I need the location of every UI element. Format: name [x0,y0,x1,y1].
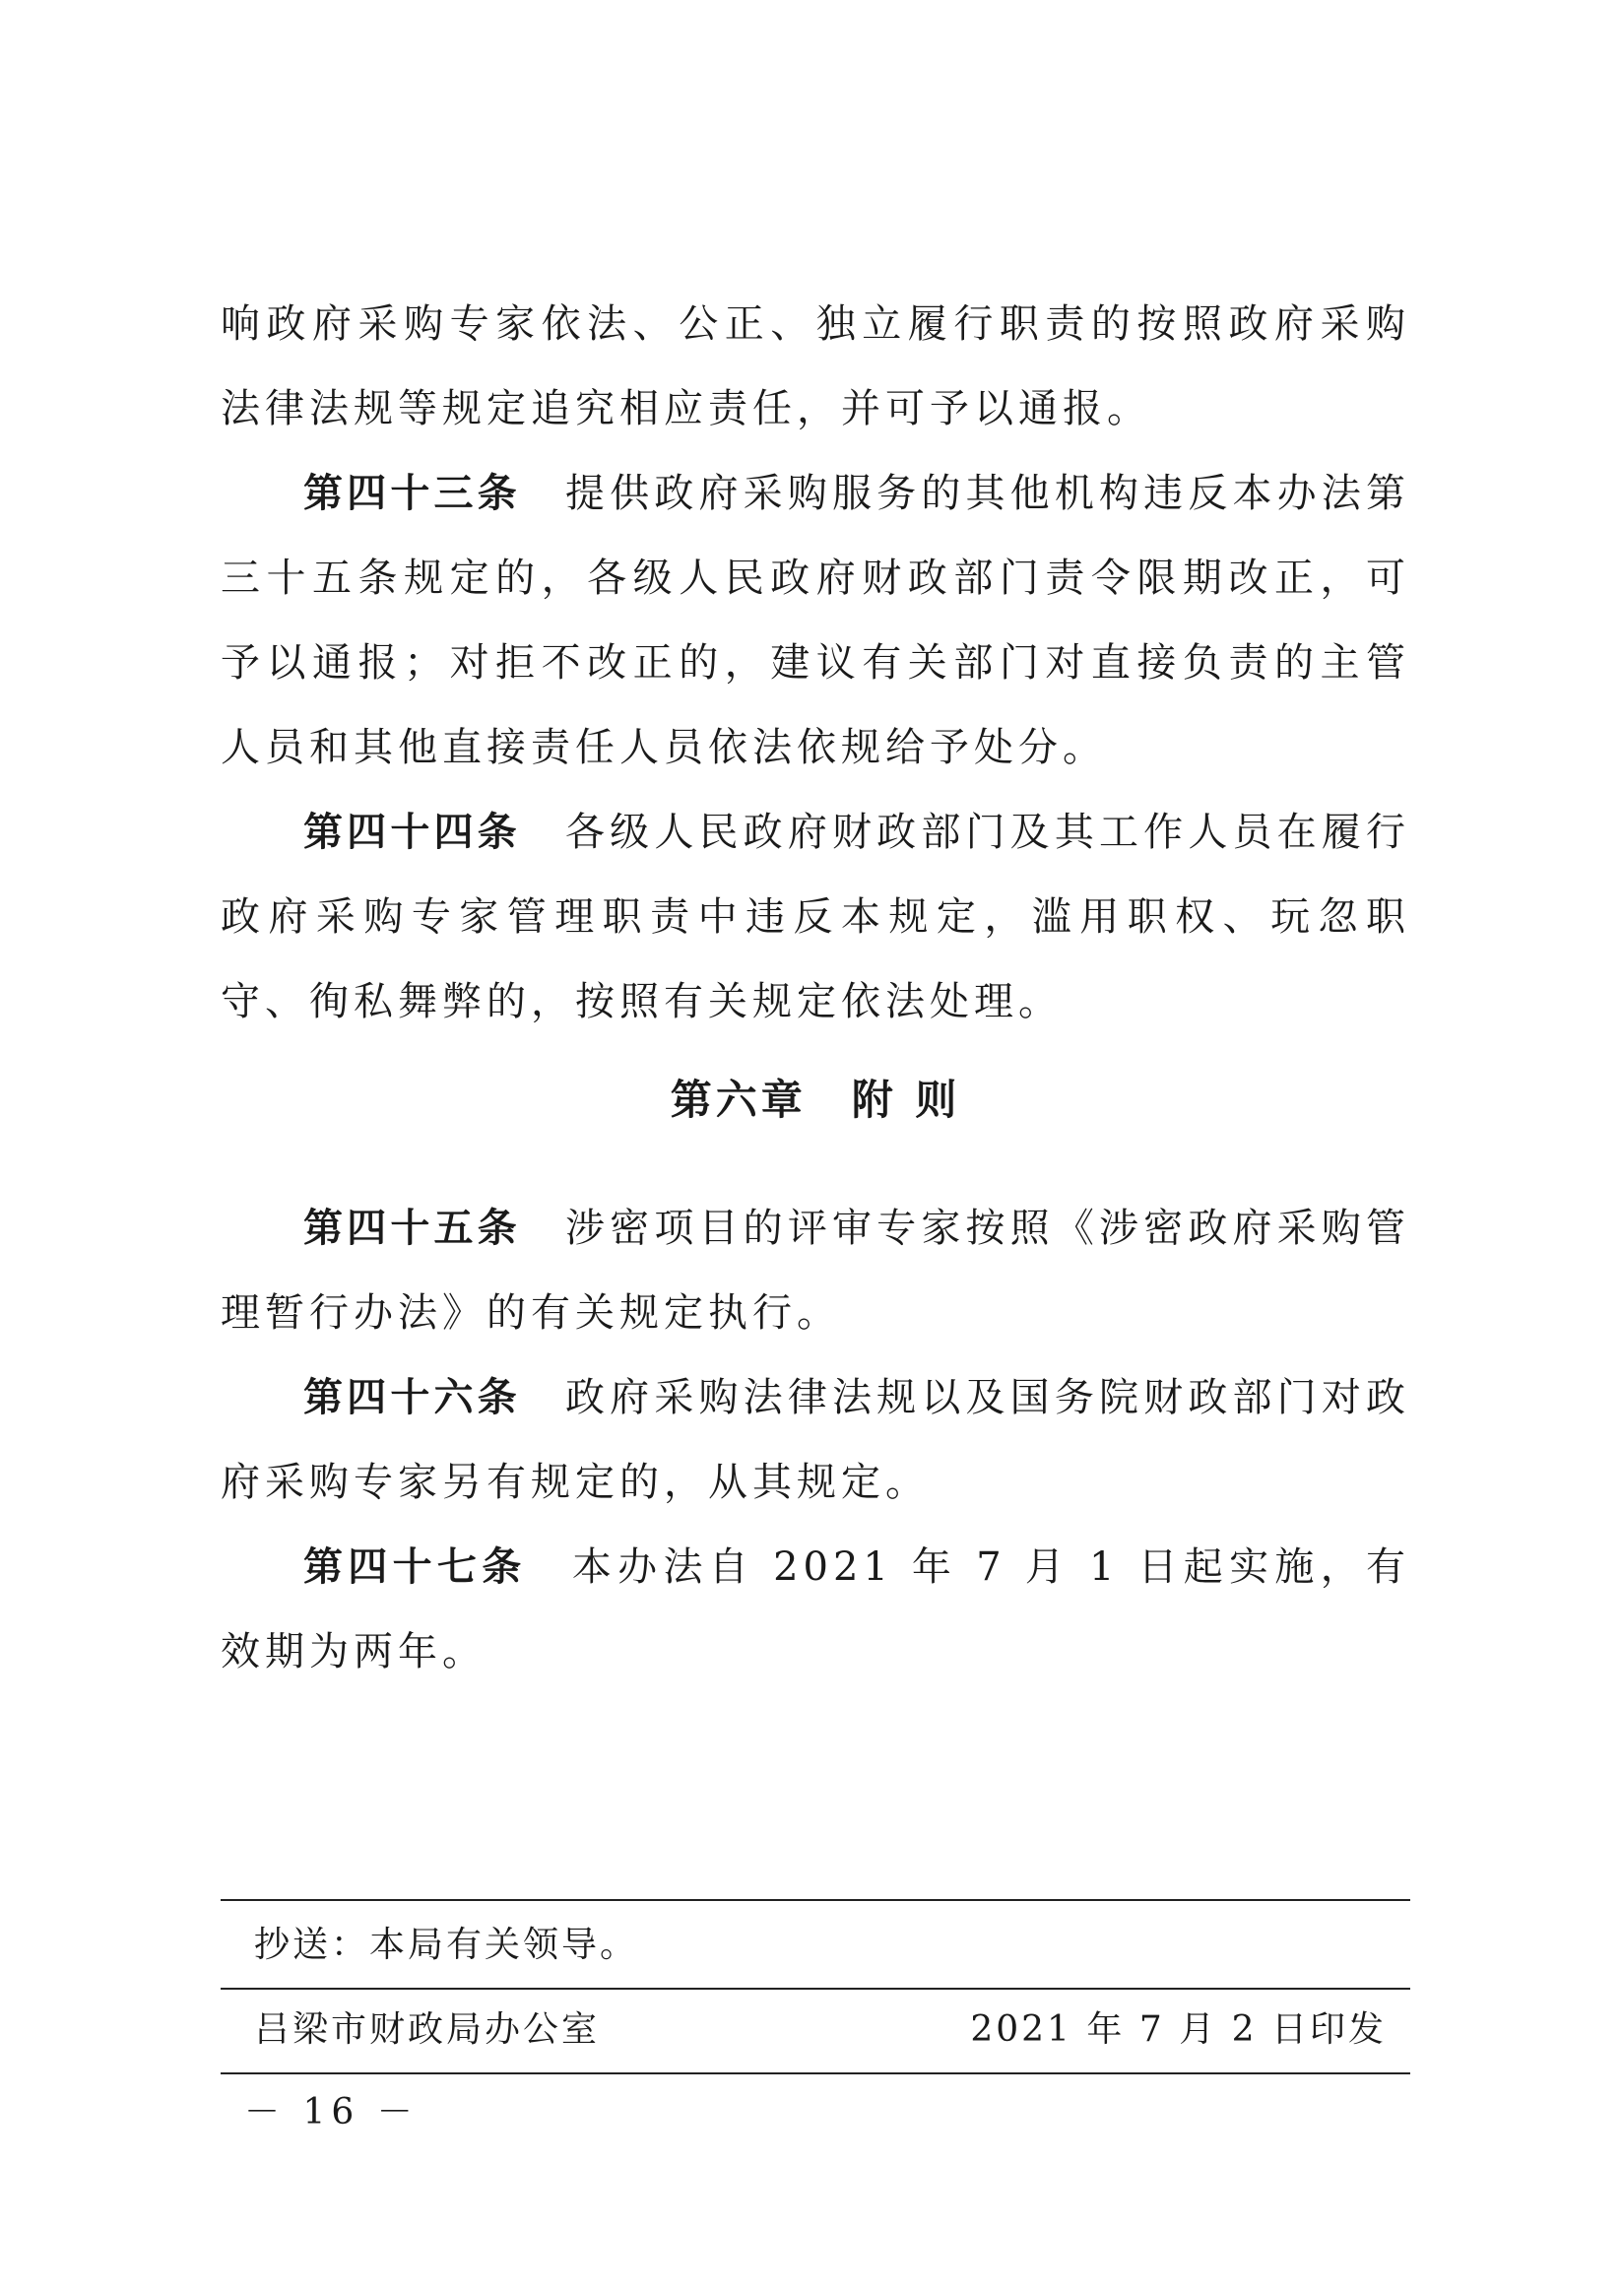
article-46-text: 政府采购法律法规以及国务院财政部门对政府采购专家另有规定的，从其规定。 [221,1375,1411,1505]
page-number: － 16 － [244,2092,419,2132]
paragraph-continuation: 响政府采购专家依法、公正、独立履行职责的按照政府采购法律法规等规定追究相应责任，并可予以通报。 [221,301,1410,431]
issuer-line [254,2005,1387,2055]
article-45-text: 涉密项目的评审专家按照《涉密政府采购管理暂行办法》的有关规定执行。 [221,1206,1411,1336]
article-46 [221,1355,1410,1525]
article-45 [221,1186,1410,1355]
article-43-text: 提供政府采购服务的其他机构违反本办法第三十五条规定的，各级人民政府财政部门责令限期改正，可予以通报；对拒不改正的，建议有关部门对直接负责的主管人员和其他直接责任人员依法依规给予处分。 [221,471,1411,770]
body-block-1 [221,282,1410,1044]
article-47-number: 第四十七条 [303,1544,527,1590]
chapter-title: 第六章 附 则 [670,1076,961,1124]
footer-rule-bottom [221,2072,1410,2074]
body-block-2 [221,1186,1410,1694]
article-44 [221,790,1410,1044]
article-47 [221,1525,1410,1694]
article-44-text: 各级人民政府财政部门及其工作人员在履行政府采购专家管理职责中违反本规定，滥用职权、玩忽职守、徇私舞弊的，按照有关规定依法处理。 [221,810,1411,1024]
cc-line [254,1921,1387,1970]
footer-rule-top [221,1899,1410,1901]
article-46-number: 第四十六条 [303,1375,521,1420]
issuer-name: 吕梁市财政局办公室 [254,2009,601,2050]
issue-date: 2021 年 7 月 2 日印发 [970,2009,1387,2050]
article-47-text: 本办法自 2021 年 7 月 1 日起实施，有效期为两年。 [221,1544,1411,1674]
cc-text: 抄送：本局有关领导。 [254,1925,639,1965]
article-43 [221,451,1410,790]
article-45-number: 第四十五条 [303,1206,521,1251]
article-43-number: 第四十三条 [303,471,521,516]
footer-rule-middle [221,1988,1410,1990]
article-44-number: 第四十四条 [303,810,521,855]
